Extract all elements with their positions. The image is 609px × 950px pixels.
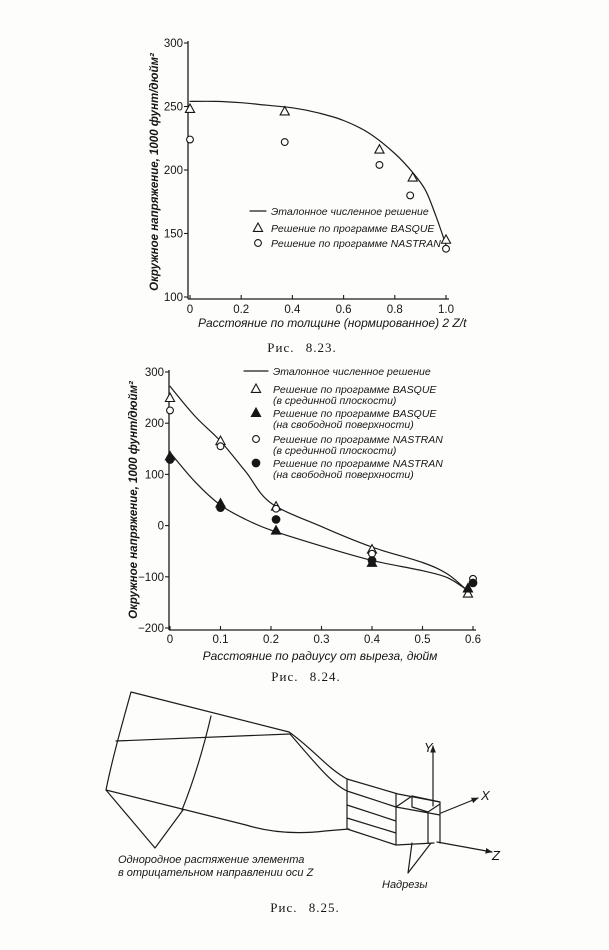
legend-note: (в срединной плоскости) [273, 445, 397, 457]
load-note-line-2: в отрицательном направлении оси Z [118, 867, 314, 879]
legend-label: Эталонное численное решение [271, 206, 429, 218]
y-tick-label: 200 [163, 165, 183, 177]
z-axis-arrow [437, 842, 492, 852]
triangle-open-point [165, 393, 174, 401]
triangle-open-point [185, 104, 194, 112]
legend-entry [250, 206, 429, 218]
triangle-filled-point [271, 526, 280, 534]
x-tick-label: 0 [186, 304, 194, 316]
x-tick-label: 0 [166, 634, 174, 646]
circle-filled-point [272, 516, 280, 524]
notch-block [347, 779, 440, 845]
x-tick-label: 0.2 [233, 304, 250, 316]
y-axis-label: Окружное напряжение, 1000 фунт/дюйм² [128, 381, 140, 619]
y-tick-label: 100 [163, 292, 183, 304]
legend-entry [244, 366, 431, 378]
y-tick-label: 150 [163, 228, 183, 241]
x-tick-label: 0.6 [335, 304, 352, 316]
circle-open-point [407, 192, 414, 199]
y-tick-label: 200 [144, 418, 164, 431]
circle-open-point [253, 436, 260, 443]
x-tick-label: 1.0 [438, 304, 454, 316]
triangle-open-point [280, 107, 289, 115]
legend-entry [253, 434, 444, 457]
circle-open-point [187, 136, 194, 143]
circle-open-point [376, 162, 383, 169]
notch-leader-lines [408, 843, 431, 873]
triangle-open-point [375, 145, 384, 153]
circle-filled-point [217, 504, 225, 512]
legend-label: Решение по программе BASQUE [271, 223, 435, 235]
legend-entry [255, 238, 442, 250]
notches-label: Надрезы [382, 879, 428, 891]
circle-open-point [273, 505, 280, 512]
load-note-line-1: Однородное растяжение элемента [118, 854, 305, 866]
load-leader-lines [106, 790, 183, 848]
y-tick-label: 250 [163, 101, 183, 114]
y-axis-label: Окружное напряжение, 1000 фунт/дюйм² [149, 53, 161, 291]
body-midline [116, 734, 290, 741]
x-tick-label: 0.4 [284, 304, 301, 316]
legend-label: Решение по программе NASTRAN [271, 238, 441, 250]
body-section-line [182, 716, 211, 810]
circle-filled-point [252, 459, 260, 467]
circle-open-point [167, 407, 174, 414]
legend-entry [253, 223, 435, 235]
y-tick-label: 300 [163, 38, 183, 50]
legend-note: (в срединной плоскости) [273, 395, 397, 407]
legend-note: (на свободной поверхности) [273, 469, 414, 481]
legend-label: Решение по программе BASQUE [273, 384, 437, 396]
y-tick-label: 0 [157, 520, 164, 533]
legend-entry [252, 458, 443, 481]
circle-open-point [217, 443, 224, 450]
x-tick-label: 0.2 [263, 634, 279, 646]
body-outline [106, 692, 349, 833]
figure-caption: Рис. 8.23. [267, 340, 337, 355]
x-tick-label: 0.4 [364, 634, 380, 646]
legend-label: Эталонное численное решение [273, 366, 431, 378]
circle-filled-point [469, 579, 477, 587]
chart-fig-8-23 [149, 38, 467, 355]
circle-filled-point [368, 557, 376, 565]
x-tick-label: 0.6 [465, 634, 481, 646]
legend-label: Решение по программе BASQUE [273, 408, 437, 420]
legend-note: (на свободной поверхности) [273, 419, 414, 431]
neck-taper-top [289, 732, 440, 802]
x-tick-label: 0.3 [313, 634, 330, 646]
figure-caption: Рис. 8.25. [270, 900, 340, 915]
legend-entry [251, 408, 437, 431]
neck-taper-side [290, 734, 347, 791]
triangle-open-point [253, 223, 262, 231]
circle-open-point [443, 245, 450, 252]
y-tick-label: 100 [144, 469, 164, 482]
circle-filled-point [166, 456, 174, 464]
diagram-fig-8-25 [106, 692, 501, 915]
chart-fig-8-24 [128, 366, 481, 684]
x-axis-label: Расстояние по радиусу от выреза, дюйм [202, 649, 438, 663]
legend-label: Решение по программе NASTRAN [273, 434, 443, 446]
x-axis-label: Расстояние по толщине (нормированное) 2 Z/t [198, 316, 467, 330]
triangle-filled-point [251, 408, 260, 416]
z-axis-letter: Z [492, 848, 500, 863]
y-tick-label: −200 [138, 623, 164, 635]
legend-label: Решение по программе NASTRAN [273, 458, 443, 470]
x-tick-label: 0.1 [212, 634, 229, 646]
circle-open-point [281, 139, 288, 146]
circle-open-point [255, 240, 262, 247]
legend-entry [251, 384, 437, 407]
x-tick-label: 0.8 [386, 304, 403, 316]
x-tick-label: 0.5 [414, 634, 431, 646]
x-axis-letter: X [481, 788, 490, 803]
y-tick-label: 300 [144, 367, 164, 379]
figure-caption: Рис. 8.24. [271, 669, 341, 684]
x-axis-arrow [441, 798, 478, 813]
y-axis-letter: Y [424, 740, 433, 755]
triangle-open-point [251, 384, 260, 392]
y-tick-label: −100 [138, 571, 164, 584]
